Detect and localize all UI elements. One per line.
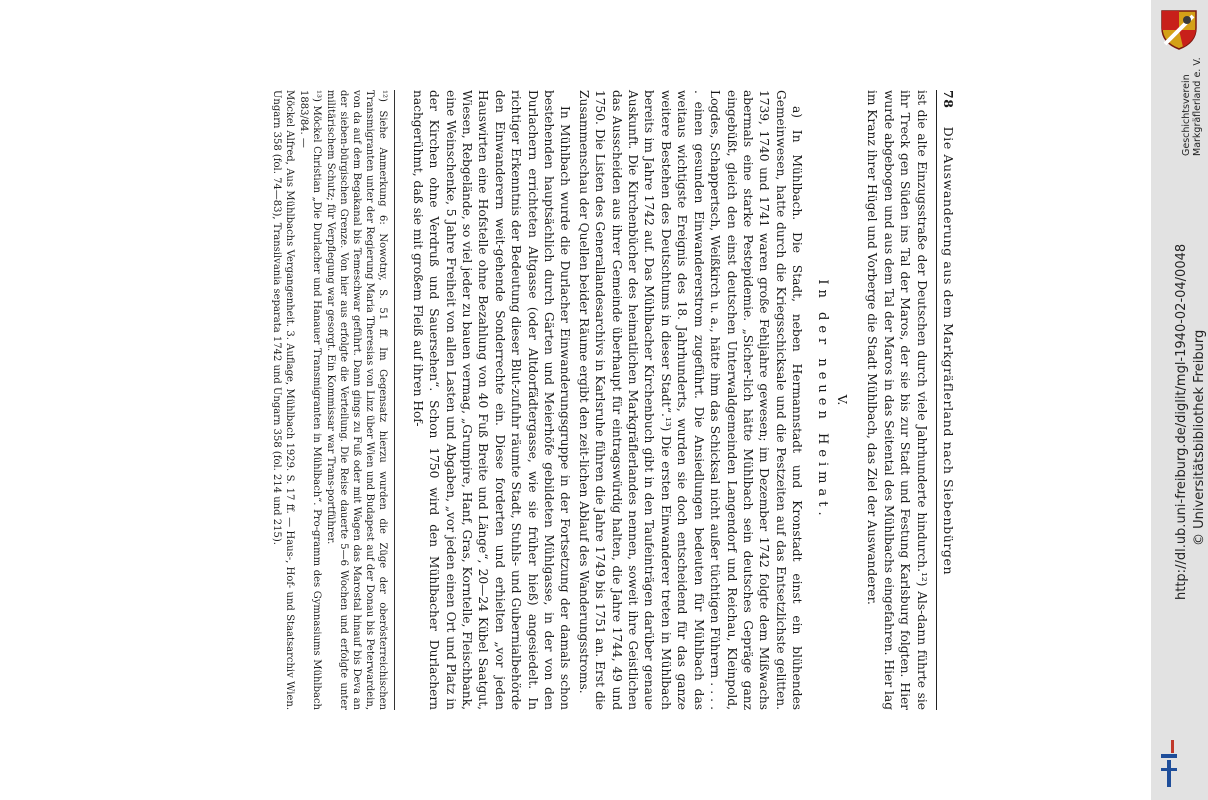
- footnote: ¹³) Möckel Christian „Die Durlacher und Hanauer Transmigranten in Mühlbach“. Pro-gramm des Gymnasiums Mühlbach 1883/84. —: [297, 90, 322, 710]
- running-head: Die Auswanderung aus dem Markgräflerland nach Siebenbürgen: [940, 126, 956, 576]
- coat-of-arms-icon: [1159, 8, 1199, 50]
- body-paragraph: In Mühlbach wurde die Durlacher Einwanderungsgruppe in der Fortsetzung der damals schon bestehenden hauptsächlich durch Gärten und Meierhöfe gebildeten Mühlgasse, in der von den Durlachern errichteten Altgasse (oder Altdorfädtergasse, wie sie früher hieß) angesiedelt. In richtiger Erkenntnis der Bedeutung dieser Blut-zufuhr räumte Stadt, Stuhls- und Gubernialbehörde den Einwanderern weit-gehende Sonderrechte ein. Diese forderten und erhielten „vor jeden Hauswirten eine Hofstelle ohne Bezahlung von 40 Fuß Breite und Länge“, 20—24 Kübel Saatgut, Wiesen, Rebgelände, so viel jeder zu bauen vermag, „Grumpire, Hanf, Gras, Korntelle, Fleischbank, eine Weinschenke, 5 Jahre Freiheit von allen Lasten und Abgaben, „vor jeden einen Ort und Platz in der Kirchen ohne Verdruß und Sauersehen“. Schon 1750 wird den Mühlbacher Durlachern nachgerühmt, daß sie mit großem Fleiß auf ihren Hof-: [410, 90, 572, 710]
- footnote: Möckel Alfred, Aus Mühlbachs Vergangenheit. 3. Auflage, Mühlbach 1929. S. 17 ff. — Haus-, Hof- und Staatsarchiv Wien. Ungarn 358 (fol. 74—83), Transilvania separata 1742 und Ungarn 358 (fol. 214 und 215).: [270, 90, 295, 710]
- page-number: 78: [940, 90, 956, 109]
- footnotes: [270, 90, 395, 710]
- page-header: [935, 90, 955, 710]
- footnote: ¹²) Siehe Anmerkung 6: Nowotny, S. 51 ff. Im Gegensatz hierzu wurden die Züge der oberösterreichischen Transmigranten unter der Regierung Maria Theresias von Linz über Wien und Budapest auf der Donau bis Peterwardein, von da auf dem Begakanal bis Temeschwar geführt. Dann gings zu Fuß oder mit Wagen das Marostal hinauf bis Deva an der sieben-bürgischen Grenze. Von hier aus erfolgte die Verteilung. Die Reise dauerte 5—6 Wochen und erfolgte unter militärischem Schutz; für Verpflegung war gesorgt. Ein Kommissar war Trans-portführer.: [324, 90, 388, 710]
- body-paragraph: a) In Mühlbach. Die Stadt, neben Hermannstadt und Kronstadt einst ein blühendes Gemeinwesen, hatte durch die Kriegsschicksale und die Pestzeiten auf das Entsetzlichste gelitten. 1739, 1740 und 1741 waren große Fehljahre gewesen; im Dezember 1742 folgte dem Mißwachs abermals eine starke Pestepidemie. „Sicher-lich hätte Mühlbach sein deutsches Gepräge ganz eingebüßt, gleich den einst deutschen Unterwaldgemeinden Langendorf und Reichau, Kleinpold, Logdes, Schappertsch, Weißkirch u. a., hätte ihm das Schicksal nicht außer tüchtigen Führern . . . . . einen gesunden Einwandererstrom zugeführt. Die Ansiedlungen bedeuten für Mühlbach das weitaus wichtigste Ereignis des 18. Jahrhunderts, wurden sie doch entscheidend für das ganze weitere Bestehen des Deutschtums in dieser Stadt“.¹³) Die ersten Einwanderer treten in Mühlbach bereits im Jahre 1742 auf. Das Mühlbacher Kirchenbuch gibt in den Taufeinträgen darüber genaue Auskunft. Die Kirchenbücher des heimatlichen Markgräflerlandes nennen, soweit ihre Geistlichen das Ausscheiden aus ihrer Gemeinde überhaupt für eintragswürdig halten, die Jahre 1744, 49 und 1750. Die Listen des Generallandesarchivs in Karlsruhe führen die Jahre 1749 bis 1751 an. Erst die Zusammenschau der Quellen beider Räume ergibt den zeit-lichen Ablauf des Wanderungsstroms.: [576, 90, 804, 710]
- intro-paragraph: ist die alte Einzugsstraße der Deutschen durch viele Jahrhunderte hindurch.¹²) Als-dann führte sie ihr Treck gen Süden ins Tal der Maros, der sie bis zur Stadt und Festung Karlsburg folgten. Hier wurde abgebogen und aus dem Tal der Maros in das Seitental des Mühlbachs eingefahren. Hier lag im Kranz ihrer Hügel und Vorberge die Stadt Mühlbach, das Ziel der Auswanderer.: [864, 90, 929, 710]
- section-number: V.: [834, 394, 850, 406]
- university-logo-icon: [1161, 740, 1177, 788]
- permalink-url[interactable]: http://dl.ub.uni-freiburg.de/diglit/mgl-1940-02-04/0048: [1174, 243, 1189, 600]
- society-name-line1: Geschichtsverein: [1181, 74, 1192, 156]
- section-title: In der neuen Heimat.: [814, 279, 830, 521]
- society-name-line2: Markgräflerland e. V.: [1192, 57, 1203, 156]
- copyright-notice: © Universitätsbibliothek Freiburg: [1192, 329, 1207, 546]
- page-content-rotated: [196, 90, 956, 710]
